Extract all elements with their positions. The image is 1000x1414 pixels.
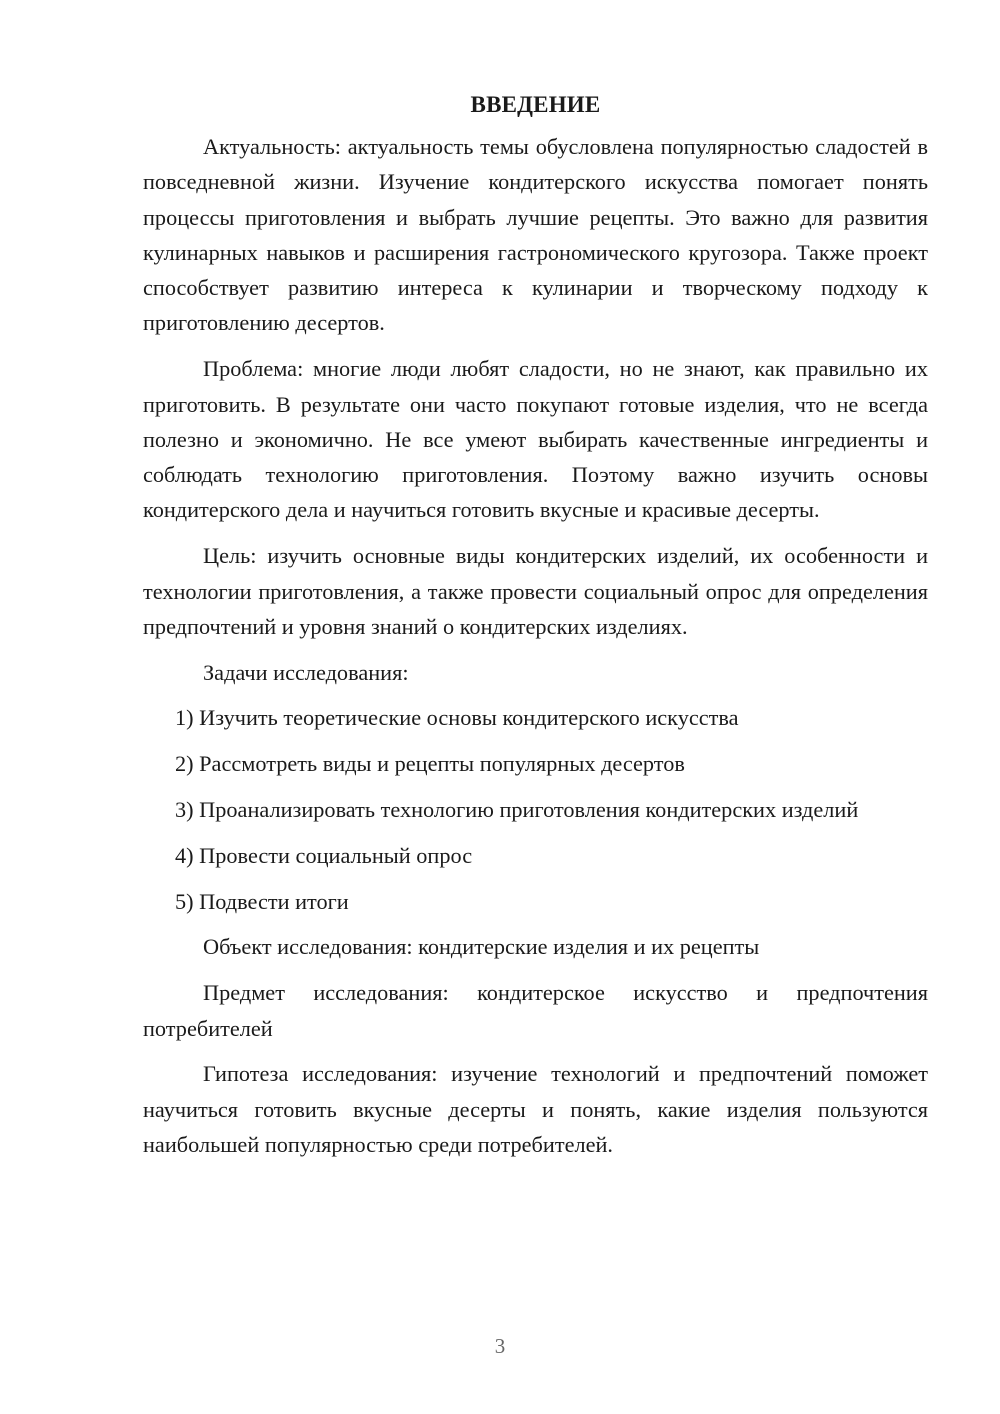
- relevance-paragraph: Актуальность: актуальность темы обусловлена популярностью сладостей в повседневной жизни. Изучение кондитерского искусства помогает понять процессы приготовления и выбрать лучшие рецепты. Это важно для развития кулинарных навыков и расширения гастрономического кругозора. Также проект способствует развитию интереса к кулинарии и творческому подходу к приготовлению десертов.: [143, 134, 928, 336]
- list-item: 2) Рассмотреть виды и рецепты популярных десертов: [175, 751, 685, 777]
- tasks-list: [143, 700, 928, 918]
- list-item: 3) Проанализировать технологию приготовления кондитерских изделий: [175, 797, 859, 823]
- document-page: [143, 92, 928, 1162]
- list-item: 4) Провести социальный опрос: [175, 842, 473, 868]
- page-title: ВВЕДЕНИЕ: [470, 92, 601, 117]
- goal-paragraph: Цель: изучить основные виды кондитерских изделий, их особенности и технологии приготовления, а также провести социальный опрос для определения предпочтений и уровня знаний о кондитерских изделиях.: [143, 543, 928, 639]
- hypothesis-paragraph: Гипотеза исследования: изучение технологий и предпочтений поможет научиться готовить вкусные десерты и понять, какие изделия пользуются наибольшей популярностью среди потребителей.: [143, 1061, 928, 1157]
- page-number: 3: [494, 1334, 506, 1358]
- list-item: 1) Изучить теоретические основы кондитерского искусства: [175, 705, 739, 731]
- tasks-heading: Задачи исследования:: [203, 659, 409, 685]
- list-item: 5) Подвести итоги: [175, 888, 349, 914]
- problem-paragraph: Проблема: многие люди любят сладости, но не знают, как правильно их приготовить. В результате они часто покупают готовые изделия, что не всегда полезно и экономично. Не все умеют выбирать качественные ингредиенты и соблюдать технологию приготовления. Поэтому важно изучить основы кондитерского дела и научиться готовить вкусные и красивые десерты.: [143, 356, 928, 523]
- subject-paragraph: Предмет исследования: кондитерское искусство и предпочтения потребителей: [143, 980, 928, 1041]
- object-paragraph: Объект исследования: кондитерские изделия и их рецепты: [203, 934, 760, 960]
